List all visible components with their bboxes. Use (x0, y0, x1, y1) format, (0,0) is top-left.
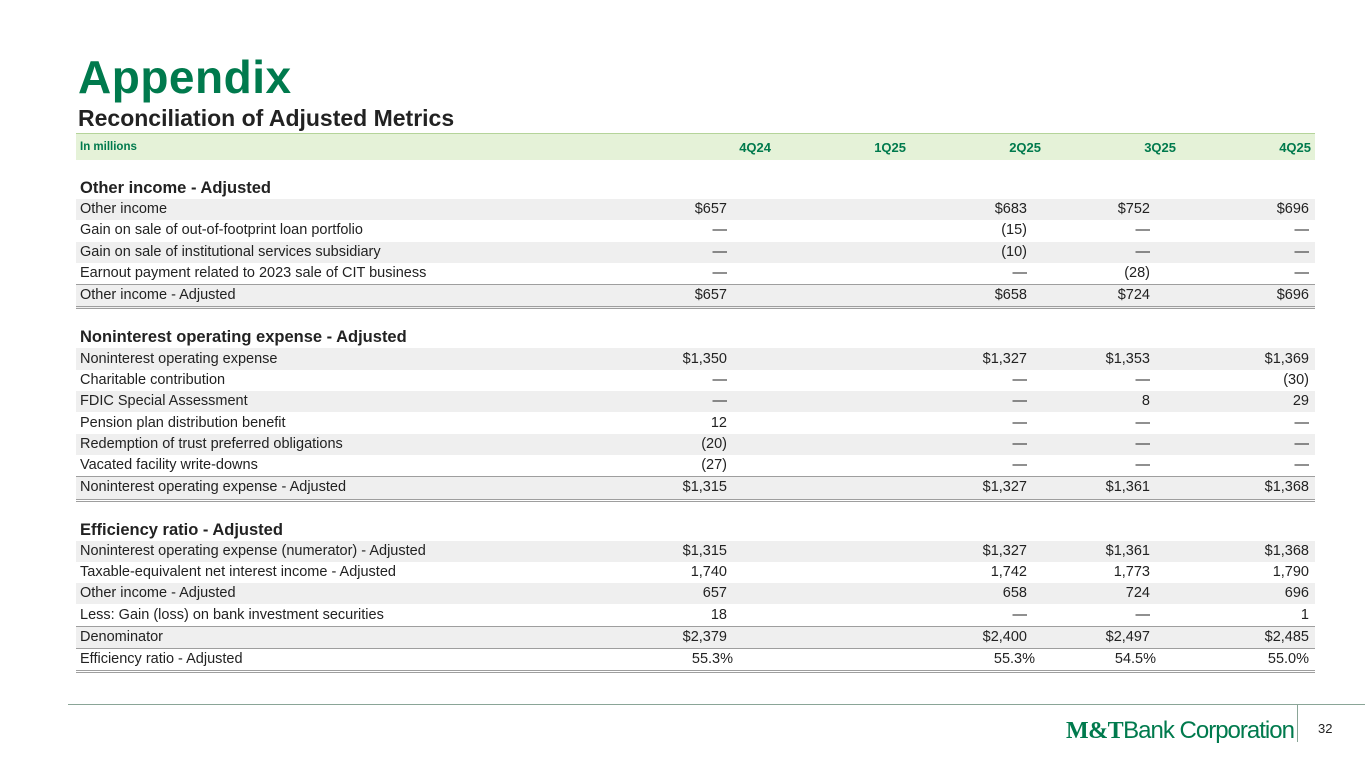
row-label: Pension plan distribution benefit (80, 414, 286, 431)
row-value: 724 (1045, 583, 1180, 604)
footer-divider (68, 704, 1365, 705)
row-value: (15) (1001, 222, 1027, 239)
reconciliation-table (76, 133, 1315, 673)
row-value: — (910, 391, 1045, 412)
row-value: $1,361 (1045, 541, 1180, 562)
logo-divider (1297, 704, 1298, 742)
row-value: $1,327 (910, 541, 1045, 562)
spacer-cell (76, 500, 1315, 516)
row-value: — (640, 391, 775, 412)
row-value: $2,400 (910, 626, 1045, 648)
row-value: — (1180, 434, 1315, 455)
row-value (775, 242, 910, 263)
row-label: Noninterest operating expense (76, 348, 640, 369)
row-label: FDIC Special Assessment (76, 391, 640, 412)
logo-mark: M&T (1066, 718, 1124, 744)
row-label: Less: Gain (loss) on bank investment securities (80, 606, 384, 623)
column-header: 1Q25 (775, 134, 910, 161)
page-title: Appendix (78, 51, 292, 103)
row-value: 1 (1300, 606, 1309, 623)
row-value (775, 348, 910, 369)
section-heading: Other income - Adjusted (80, 179, 271, 197)
row-value: (20) (640, 434, 775, 455)
row-value: — (1180, 242, 1315, 263)
unit-label: In millions (76, 134, 640, 161)
row-value: — (712, 222, 727, 239)
column-header: 3Q25 (1045, 134, 1180, 161)
row-value: $1,315 (640, 477, 775, 500)
row-label: Noninterest operating expense (numerator) - Adjusted (76, 541, 640, 562)
row-value (775, 285, 910, 308)
row-value: (28) (1124, 265, 1150, 282)
row-label: Noninterest operating expense - Adjusted (76, 477, 640, 500)
row-value: 1,740 (690, 564, 727, 580)
row-value: — (910, 434, 1045, 455)
table-row (76, 562, 1315, 583)
row-value: — (1012, 606, 1027, 623)
row-value (775, 604, 910, 626)
table-row (76, 370, 1315, 391)
row-value: 54.5% (1045, 649, 1180, 672)
row-label: Denominator (76, 626, 640, 648)
row-value: $657 (640, 285, 775, 308)
row-value (775, 455, 910, 477)
row-label: Redemption of trust preferred obligations (76, 434, 640, 455)
row-value: 55.0% (1180, 649, 1315, 672)
row-value: $696 (1180, 285, 1315, 308)
row-value: — (1294, 265, 1309, 282)
row-value (775, 541, 910, 562)
row-value (775, 477, 910, 500)
total-row (76, 285, 1315, 308)
table-row (76, 242, 1315, 263)
row-value: — (1012, 414, 1027, 431)
section-heading-row (76, 174, 1315, 199)
row-value: — (712, 371, 727, 388)
table-row (76, 348, 1315, 369)
row-value: — (712, 265, 727, 282)
row-value: 657 (640, 583, 775, 604)
row-value: $1,315 (640, 541, 775, 562)
row-value: 55.3% (640, 649, 775, 672)
row-value: $2,485 (1180, 626, 1315, 648)
table-row (76, 412, 1315, 433)
row-value (775, 263, 910, 285)
row-value (775, 649, 910, 672)
row-label: Other income - Adjusted (76, 285, 640, 308)
row-value: 696 (1180, 583, 1315, 604)
row-value: — (1135, 222, 1150, 239)
row-label: Efficiency ratio - Adjusted (76, 649, 640, 672)
row-value: — (1012, 371, 1027, 388)
row-value (775, 370, 910, 391)
row-value: $1,368 (1180, 541, 1315, 562)
column-header: 4Q25 (1180, 134, 1315, 161)
table-row (76, 434, 1315, 455)
row-label: Other income - Adjusted (76, 583, 640, 604)
row-value: $752 (1045, 199, 1180, 220)
row-value (775, 583, 910, 604)
row-value: $683 (910, 199, 1045, 220)
row-label: Other income (76, 199, 640, 220)
row-value: $724 (1045, 285, 1180, 308)
row-value: 18 (710, 606, 727, 623)
row-value (775, 626, 910, 648)
row-value: 1,790 (1272, 564, 1309, 580)
row-value: — (1135, 414, 1150, 431)
row-value: 29 (1180, 391, 1315, 412)
row-value: $1,327 (910, 348, 1045, 369)
section-spacer (76, 500, 1315, 516)
section-heading-row (76, 323, 1315, 348)
row-value: $657 (640, 199, 775, 220)
spacer-cell (76, 308, 1315, 324)
table-row (76, 391, 1315, 412)
spacer-cell (76, 160, 1315, 174)
row-value: (30) (1283, 371, 1309, 388)
row-value: — (640, 242, 775, 263)
row-value: $658 (910, 285, 1045, 308)
row-value (775, 220, 910, 241)
table-header-row (76, 134, 1315, 161)
row-value: — (1045, 242, 1180, 263)
row-value (775, 562, 910, 583)
row-value: $1,353 (1045, 348, 1180, 369)
section-spacer (76, 160, 1315, 174)
table-row (76, 604, 1315, 626)
table-row (76, 199, 1315, 220)
row-label: Charitable contribution (80, 371, 226, 388)
section-heading: Efficiency ratio - Adjusted (80, 520, 283, 539)
row-label: Gain on sale of out-of-footprint loan portfolio (80, 222, 363, 239)
row-value: — (1135, 371, 1150, 388)
row-value: $2,497 (1045, 626, 1180, 648)
row-value: (10) (910, 242, 1045, 263)
row-value: 55.3% (910, 649, 1045, 672)
table-row (76, 220, 1315, 241)
section-heading: Noninterest operating expense - Adjusted (80, 328, 407, 347)
section-heading-row (76, 516, 1315, 541)
column-header: 4Q24 (640, 134, 775, 161)
row-value: $696 (1180, 199, 1315, 220)
row-value: $1,368 (1180, 477, 1315, 500)
row-value: $1,327 (910, 477, 1045, 500)
row-value: — (1294, 414, 1309, 431)
total-row (76, 477, 1315, 500)
table-row (76, 583, 1315, 604)
row-value: 1,742 (990, 564, 1027, 580)
table-row (76, 263, 1315, 285)
table-body (76, 160, 1315, 672)
row-value: $1,369 (1180, 348, 1315, 369)
subtotal-row (76, 626, 1315, 648)
row-value: — (1012, 265, 1027, 282)
table-row (76, 455, 1315, 477)
column-header: 2Q25 (910, 134, 1045, 161)
row-value: — (1135, 457, 1150, 474)
row-value: 1,773 (1113, 564, 1150, 580)
row-label: Earnout payment related to 2023 sale of CIT business (80, 265, 427, 282)
row-value (775, 199, 910, 220)
logo-text: Bank Corporation (1123, 717, 1294, 744)
row-value: 658 (910, 583, 1045, 604)
row-value: — (1294, 222, 1309, 239)
row-value: $1,350 (640, 348, 775, 369)
total-row (76, 649, 1315, 672)
row-value (775, 434, 910, 455)
row-label: Taxable-equivalent net interest income - Adjusted (80, 564, 396, 580)
section-spacer (76, 308, 1315, 324)
row-value: 8 (1045, 391, 1180, 412)
row-value: — (1045, 434, 1180, 455)
page-number: 32 (1318, 721, 1333, 736)
row-value: $1,361 (1045, 477, 1180, 500)
row-value: (27) (701, 457, 727, 474)
row-value: 12 (710, 414, 727, 431)
page-subtitle: Reconciliation of Adjusted Metrics (78, 105, 455, 131)
row-value: — (1135, 606, 1150, 623)
company-logo (1066, 717, 1294, 745)
row-value: $2,379 (640, 626, 775, 648)
row-value (775, 391, 910, 412)
table-row (76, 541, 1315, 562)
row-value: — (1294, 457, 1309, 474)
row-value: — (1012, 457, 1027, 474)
row-label: Vacated facility write-downs (80, 457, 258, 474)
row-label: Gain on sale of institutional services subsidiary (76, 242, 640, 263)
row-value (775, 412, 910, 433)
